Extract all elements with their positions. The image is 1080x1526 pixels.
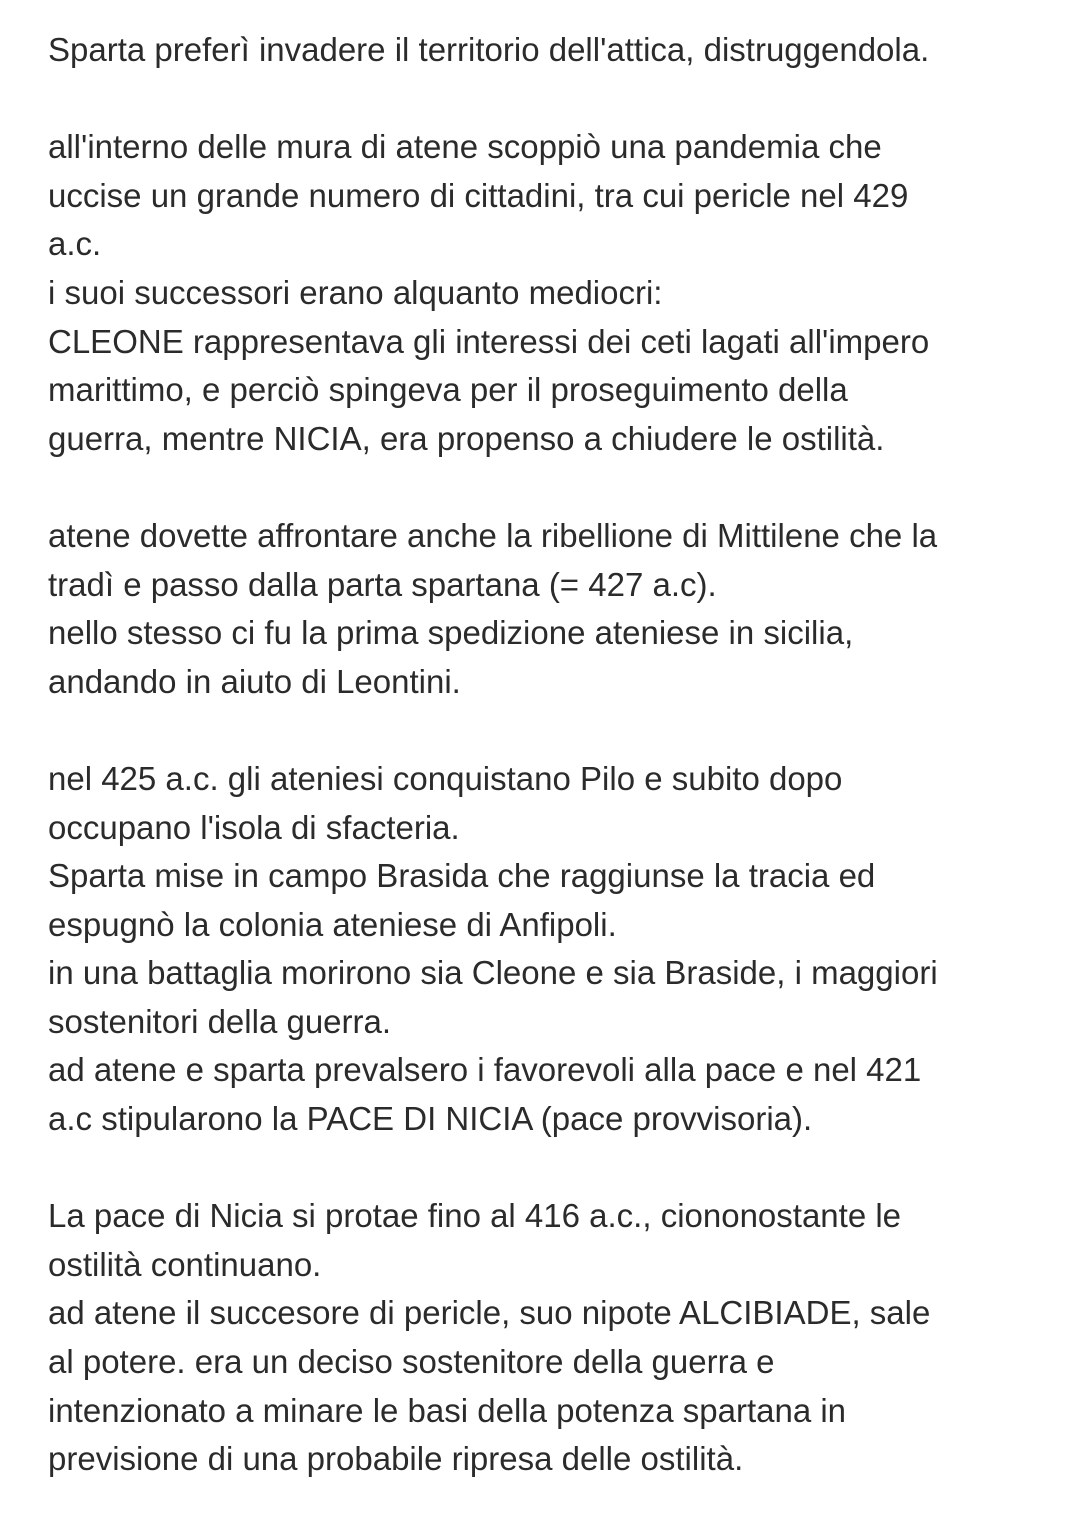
blank-line — [48, 1144, 1048, 1193]
text-line: ad atene il succesore di pericle, suo nipote ALCIBIADE, sale — [48, 1294, 931, 1332]
blank-line — [48, 75, 1048, 124]
text-line: intenzionato a minare le basi della potenza spartana in — [48, 1391, 847, 1429]
text-line: nel 425 a.c. gli ateniesi conquistano Pilo e subito dopo — [48, 759, 843, 797]
blank-line — [48, 706, 1048, 755]
text-line: guerra, mentre NICIA, era propenso a chiudere le ostilità. — [48, 419, 885, 457]
text-line: previsione di una probabile ripresa delle ostilità. — [48, 1440, 744, 1478]
text-line: all'interno delle mura di atene scoppiò una pandemia che — [48, 128, 882, 166]
blank-line — [48, 463, 1048, 512]
text-line: Sparta preferì invadere il territorio dell'attica, distruggendola. — [48, 31, 930, 68]
text-line: occupano l'isola di sfacteria. — [48, 808, 460, 846]
text-line: uccise un grande numero di cittadini, tra cui pericle nel 429 — [48, 176, 909, 214]
text-line: sostenitori della guerra. — [48, 1002, 392, 1040]
text-line: al potere. era un deciso sostenitore della guerra e — [48, 1343, 775, 1381]
text-line: marittimo, e perciò spingeva per il proseguimento della — [48, 371, 848, 409]
text-line: andando in aiuto di Leontini. — [48, 662, 461, 700]
text-line: ostilità continuano. — [48, 1245, 322, 1283]
text-line: CLEONE rappresentava gli interessi dei ceti lagati all'impero — [48, 322, 930, 360]
text-line: Sparta mise in campo Brasida che raggiunse la tracia ed — [48, 857, 876, 895]
text-line: espugnò la colonia ateniese di Anfipoli. — [48, 905, 617, 943]
text-line: i suoi successori erano alquanto mediocri: — [48, 273, 663, 311]
text-line: ad atene e sparta prevalsero i favorevoli alla pace e nel 421 — [48, 1051, 922, 1089]
text-line: a.c stipularono la PACE DI NICIA (pace provvisoria). — [48, 1100, 813, 1138]
text-line: a.c. — [48, 225, 102, 263]
note-body — [48, 26, 1048, 1484]
text-line: tradì e passo dalla parta spartana (= 427 a.c). — [48, 565, 717, 603]
text-line: atene dovette affrontare anche la ribellione di Mittilene che la — [48, 516, 938, 554]
text-line: in una battaglia morirono sia Cleone e sia Braside, i maggiori — [48, 954, 938, 992]
text-line: nello stesso ci fu la prima spedizione ateniese in sicilia, — [48, 614, 854, 652]
text-line: La pace di Nicia si protae fino al 416 a.c., ciononostante le — [48, 1197, 902, 1235]
